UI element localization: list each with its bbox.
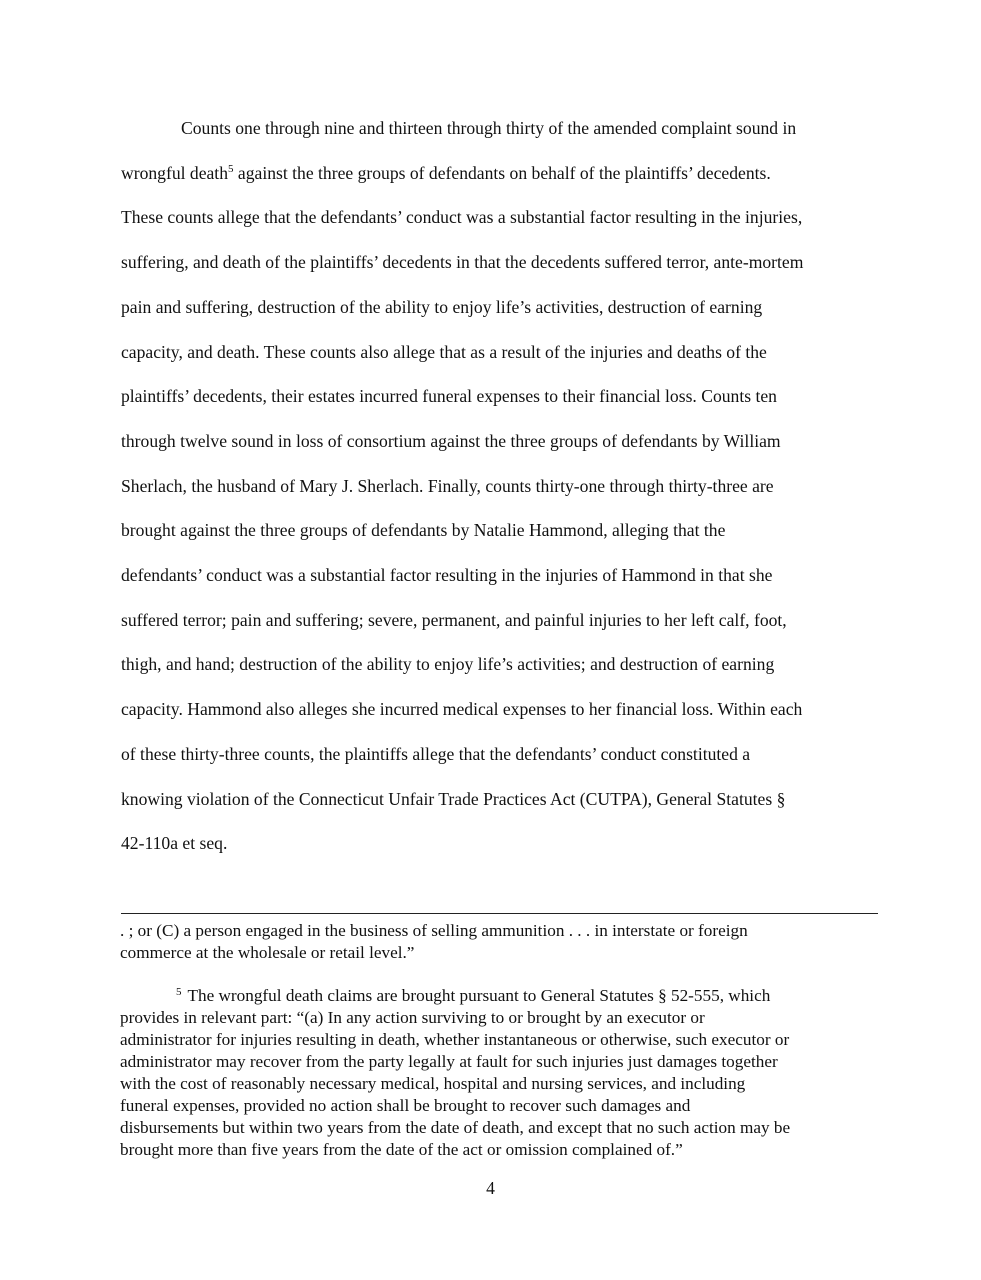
body-line: brought against the three groups of defendants by Natalie Hammond, alleging that the	[121, 520, 726, 541]
body-line: of these thirty-three counts, the plaintiffs allege that the defendants’ conduct constituted a	[121, 743, 751, 764]
footnote-5-first-line	[120, 985, 880, 1007]
footnote-line: administrator may recover from the party legally at fault for such injuries just damages together	[120, 1052, 778, 1071]
footnote-line: disbursements but within two years from the date of death, and except that no such action may be	[120, 1118, 791, 1137]
body-line: These counts allege that the defendants’ conduct was a substantial factor resulting in the injuries,	[121, 207, 803, 228]
footnotes-section	[120, 920, 880, 1161]
footnote-reference: 5	[228, 162, 234, 175]
body-paragraph	[121, 106, 883, 866]
footnote-line: with the cost of reasonably necessary medical, hospital and nursing services, and including	[120, 1074, 746, 1093]
footnote-marker: 5	[176, 986, 182, 998]
body-line: pain and suffering, destruction of the ability to enjoy life’s activities, destruction of earning	[121, 296, 763, 317]
footnote-line: provides in relevant part: “(a) In any action surviving to or brought by an executor or	[120, 1008, 705, 1027]
footnote-divider	[121, 913, 878, 914]
footnote-spacer	[120, 964, 880, 985]
body-line-text: wrongful death	[121, 162, 228, 183]
footnote-line-text: The wrongful death claims are brought pursuant to General Statutes § 52-555, which	[187, 986, 771, 1005]
page-number: 4	[486, 1178, 495, 1198]
body-line-text: against the three groups of defendants on behalf of the plaintiffs’ decedents.	[233, 162, 771, 183]
body-line: thigh, and hand; destruction of the ability to enjoy life’s activities; and destruction of earning	[121, 654, 775, 675]
body-line	[121, 151, 883, 196]
footnote-continued-line: . ; or (C) a person engaged in the business of selling ammunition . . . in interstate or foreign	[120, 921, 748, 940]
footnote-line: funeral expenses, provided no action shall be brought to recover such damages and	[120, 1096, 691, 1115]
body-line: capacity, and death. These counts also allege that as a result of the injuries and deaths of the	[121, 341, 767, 362]
body-line: Counts one through nine and thirteen through thirty of the amended complaint sound in	[181, 118, 797, 138]
body-line: knowing violation of the Connecticut Unfair Trade Practices Act (CUTPA), General Statutes §	[121, 788, 786, 809]
body-line: 42-110a et seq.	[121, 833, 228, 854]
body-line: plaintiffs’ decedents, their estates incurred funeral expenses to their financial loss. Counts ten	[121, 386, 777, 407]
body-line: suffering, and death of the plaintiffs’ decedents in that the decedents suffered terror, ante-mortem	[121, 252, 804, 273]
body-line: through twelve sound in loss of consortium against the three groups of defendants by William	[121, 430, 781, 451]
footnote-line: brought more than five years from the date of the act or omission complained of.”	[120, 1140, 683, 1159]
footnote-continued-line: commerce at the wholesale or retail level.”	[120, 943, 415, 962]
body-line: defendants’ conduct was a substantial factor resulting in the injuries of Hammond in that she	[121, 565, 773, 586]
footnote-line: administrator for injuries resulting in death, whether instantaneous or otherwise, such executor or	[120, 1030, 790, 1049]
body-line: suffered terror; pain and suffering; severe, permanent, and painful injuries to her left calf, foot,	[121, 609, 787, 630]
body-line: capacity. Hammond also alleges she incurred medical expenses to her financial loss. Within each	[121, 699, 803, 720]
body-line: Sherlach, the husband of Mary J. Sherlach. Finally, counts thirty-one through thirty-three are	[121, 475, 774, 496]
